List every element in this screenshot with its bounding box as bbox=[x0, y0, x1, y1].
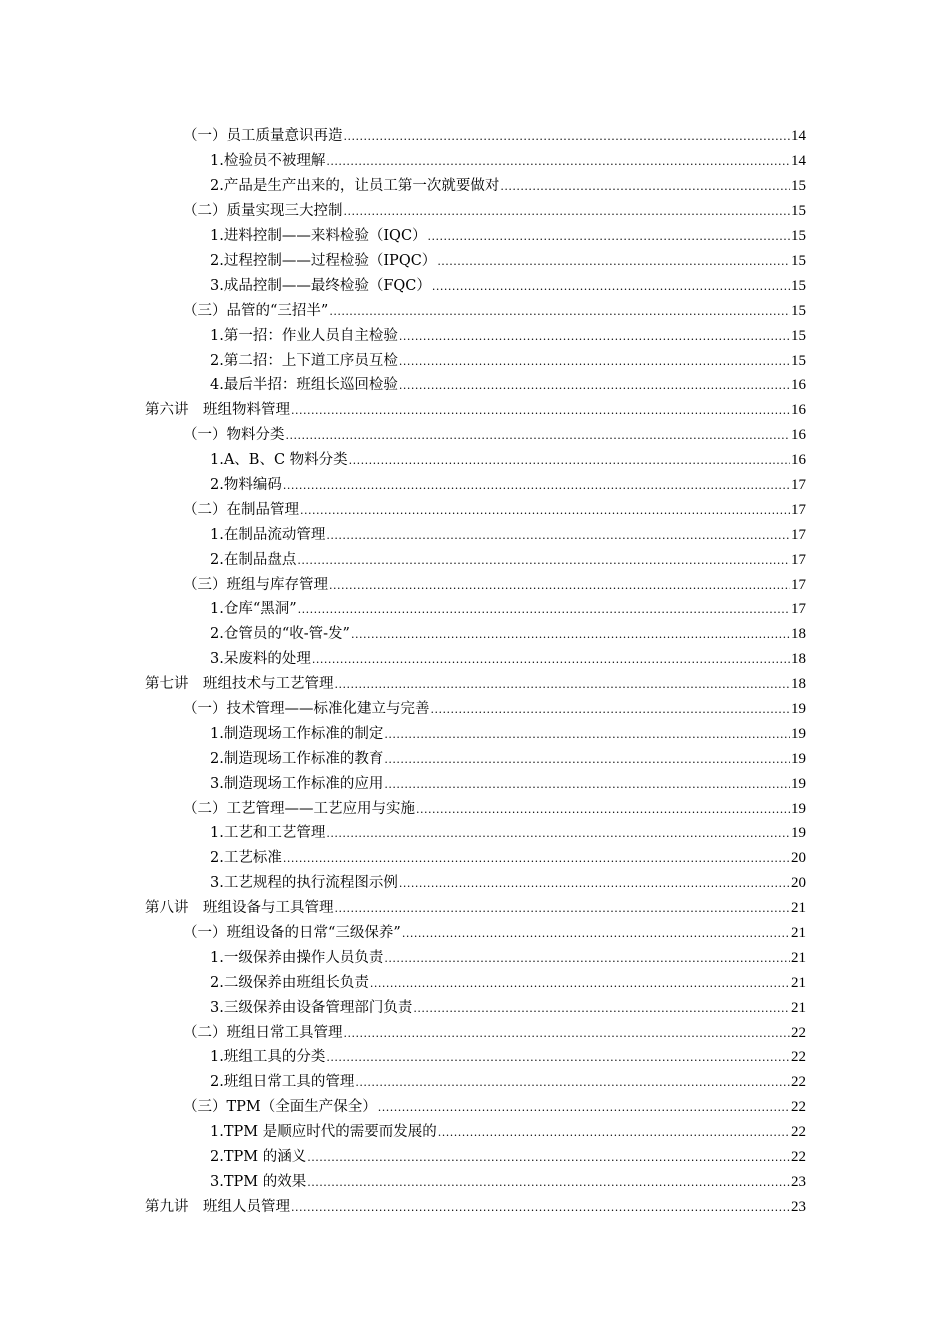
toc-entry-title: 1.检验员不被理解 bbox=[210, 153, 326, 170]
toc-entry-title: 3.TPM 的效果 bbox=[210, 1173, 307, 1190]
dot-leader bbox=[298, 598, 790, 623]
toc-entry[interactable] bbox=[183, 199, 806, 225]
toc-entry[interactable] bbox=[210, 1120, 806, 1146]
toc-entry[interactable] bbox=[210, 224, 806, 250]
toc-entry[interactable] bbox=[210, 622, 806, 648]
toc-row[interactable] bbox=[0, 772, 950, 797]
toc-row[interactable] bbox=[0, 200, 950, 225]
toc-page-number: 19 bbox=[791, 750, 806, 767]
toc-row[interactable] bbox=[0, 722, 950, 747]
dot-leader bbox=[283, 474, 790, 499]
toc-row[interactable] bbox=[0, 498, 950, 523]
toc-page-number: 16 bbox=[791, 427, 806, 444]
dot-leader bbox=[329, 574, 790, 599]
toc-page-number: 22 bbox=[791, 1099, 806, 1116]
toc-entry[interactable] bbox=[210, 1045, 806, 1071]
toc-page-number: 16 bbox=[791, 402, 806, 419]
dot-leader bbox=[329, 300, 790, 325]
toc-page-number: 15 bbox=[791, 352, 806, 369]
toc-entry[interactable] bbox=[210, 722, 806, 748]
toc-page-number: 15 bbox=[791, 178, 806, 195]
dot-leader bbox=[370, 972, 790, 997]
toc-row[interactable] bbox=[0, 349, 950, 374]
dot-leader bbox=[283, 847, 790, 872]
toc-entry-title: 2.第二招：上下道工序员互检 bbox=[210, 352, 398, 369]
toc-entry[interactable] bbox=[210, 548, 806, 574]
dot-leader bbox=[413, 997, 790, 1022]
toc-entry-title: 2.过程控制——过程检验（IPQC） bbox=[210, 252, 437, 269]
toc-row[interactable] bbox=[0, 175, 950, 200]
toc-entry[interactable] bbox=[183, 124, 806, 150]
toc-page-number: 21 bbox=[791, 949, 806, 966]
toc-page-number: 21 bbox=[791, 974, 806, 991]
toc-row[interactable] bbox=[0, 1046, 950, 1071]
dot-leader bbox=[438, 1121, 790, 1146]
toc-entry-title: 2.在制品盘点 bbox=[210, 551, 297, 568]
dot-leader bbox=[335, 897, 791, 922]
toc-entry-title: 3.工艺规程的执行流程图示例 bbox=[210, 875, 398, 892]
toc-entry-title: （一）班组设备的日常“三级保养” bbox=[183, 924, 401, 941]
toc-entry-title: 1.制造现场工作标准的制定 bbox=[210, 725, 384, 742]
toc-page-number: 21 bbox=[791, 924, 806, 941]
toc-page-number: 15 bbox=[791, 203, 806, 220]
toc-row[interactable] bbox=[0, 797, 950, 822]
toc-page-number: 15 bbox=[791, 277, 806, 294]
toc-row[interactable] bbox=[0, 996, 950, 1021]
toc-entry[interactable] bbox=[210, 996, 806, 1022]
toc-page-number: 17 bbox=[791, 526, 806, 543]
toc-entry[interactable] bbox=[210, 821, 806, 847]
dot-leader bbox=[291, 399, 790, 424]
toc-entry[interactable] bbox=[210, 946, 806, 972]
toc-page-number: 18 bbox=[791, 651, 806, 668]
toc-row[interactable] bbox=[0, 822, 950, 847]
dot-leader bbox=[399, 374, 790, 399]
toc-page-number: 20 bbox=[791, 875, 806, 892]
dot-leader bbox=[384, 773, 790, 798]
toc-row[interactable] bbox=[0, 573, 950, 598]
toc-page-number: 22 bbox=[791, 1149, 806, 1165]
dot-leader bbox=[399, 350, 790, 375]
toc-row[interactable] bbox=[0, 523, 950, 548]
toc-entry-title: （一）技术管理——标准化建立与完善 bbox=[183, 700, 430, 717]
dot-leader bbox=[431, 698, 791, 723]
toc-entry[interactable] bbox=[210, 149, 806, 175]
toc-row[interactable] bbox=[0, 548, 950, 573]
toc-row[interactable] bbox=[0, 1170, 950, 1195]
dot-leader bbox=[312, 648, 790, 673]
toc-entry[interactable] bbox=[210, 373, 806, 399]
toc-entry-title: （三）TPM（全面生产保全） bbox=[183, 1099, 377, 1116]
toc-page-number: 17 bbox=[791, 601, 806, 618]
toc-entry[interactable] bbox=[183, 423, 806, 449]
toc-entry[interactable] bbox=[210, 324, 806, 350]
toc-page-number: 17 bbox=[791, 476, 806, 493]
dot-leader bbox=[326, 524, 790, 549]
dot-leader bbox=[384, 723, 790, 748]
toc-entry[interactable] bbox=[183, 299, 806, 325]
dot-leader bbox=[326, 822, 790, 847]
toc-entry-title: 1.仓库“黑洞” bbox=[210, 601, 297, 618]
toc-entry-title: 2.二级保养由班组长负责 bbox=[210, 974, 369, 991]
toc-entry[interactable] bbox=[183, 1095, 806, 1121]
toc-page-number: 17 bbox=[791, 576, 806, 593]
toc-page-number: 18 bbox=[791, 626, 806, 643]
toc-row[interactable] bbox=[0, 623, 950, 648]
toc-page-number: 17 bbox=[791, 501, 806, 518]
toc-row[interactable] bbox=[0, 897, 950, 922]
toc-entry[interactable] bbox=[183, 921, 806, 947]
toc-row[interactable] bbox=[0, 946, 950, 971]
toc-page-number: 23 bbox=[791, 1173, 806, 1190]
dot-leader bbox=[355, 1071, 790, 1096]
toc-entry[interactable] bbox=[145, 896, 806, 922]
toc-row[interactable] bbox=[0, 1071, 950, 1096]
toc-entry-title: 3.制造现场工作标准的应用 bbox=[210, 775, 384, 792]
toc-entry-title: 第九讲 班组人员管理 bbox=[145, 1198, 290, 1215]
dot-leader bbox=[432, 275, 790, 300]
dot-leader bbox=[428, 225, 790, 250]
dot-leader bbox=[297, 549, 790, 574]
toc-entry-title: 1.工艺和工艺管理 bbox=[210, 825, 326, 842]
toc-entry[interactable] bbox=[210, 597, 806, 623]
toc-entry[interactable] bbox=[210, 747, 806, 773]
dot-leader bbox=[500, 175, 790, 200]
toc-row[interactable] bbox=[0, 249, 950, 274]
toc-entry[interactable] bbox=[210, 647, 806, 673]
toc-entry-title: 1.进料控制——来料检验（IQC） bbox=[210, 228, 427, 245]
toc-entry[interactable] bbox=[210, 871, 806, 897]
dot-leader bbox=[416, 798, 790, 823]
dot-leader bbox=[402, 922, 790, 947]
toc-page-number: 22 bbox=[791, 1049, 806, 1066]
toc-page-number: 17 bbox=[791, 551, 806, 568]
toc-page-number: 19 bbox=[791, 775, 806, 792]
toc-row[interactable] bbox=[0, 847, 950, 872]
toc-entry[interactable] bbox=[183, 573, 806, 599]
dot-leader bbox=[344, 125, 791, 150]
toc-entry-title: 第六讲 班组物料管理 bbox=[145, 402, 290, 419]
toc-entry[interactable] bbox=[183, 498, 806, 524]
toc-entry-title: 2.产品是生产出来的，让员工第一次就要做对 bbox=[210, 178, 500, 195]
toc-row[interactable] bbox=[0, 225, 950, 250]
toc-entry-title: 2.班组日常工具的管理 bbox=[210, 1074, 355, 1091]
toc-entry-title: 2.制造现场工作标准的教育 bbox=[210, 750, 384, 767]
toc-entry-title: 4.最后半招：班组长巡回检验 bbox=[210, 377, 398, 394]
toc-entry[interactable] bbox=[210, 971, 806, 997]
dot-leader bbox=[326, 1046, 790, 1071]
toc-entry-title: 1.在制品流动管理 bbox=[210, 526, 326, 543]
dot-leader bbox=[344, 200, 791, 225]
toc-row[interactable] bbox=[0, 971, 950, 996]
toc-entry-title: 2.工艺标准 bbox=[210, 850, 282, 867]
toc-page-number: 22 bbox=[791, 1024, 806, 1041]
toc-entry[interactable] bbox=[183, 1021, 806, 1047]
dot-leader bbox=[349, 449, 790, 474]
dot-leader bbox=[378, 1096, 790, 1121]
toc-page-number: 21 bbox=[791, 999, 806, 1016]
toc-page-number: 19 bbox=[791, 800, 806, 817]
toc-entry-title: 1.A、B、C 物料分类 bbox=[210, 452, 348, 469]
toc-page-number: 22 bbox=[791, 1124, 806, 1141]
toc-entry[interactable] bbox=[210, 174, 806, 200]
toc-entry[interactable] bbox=[210, 473, 806, 499]
toc-page-number: 18 bbox=[791, 676, 806, 693]
toc-entry-title: 2.仓管员的“收-管-发” bbox=[210, 626, 350, 643]
toc-entry-title: 3.三级保养由设备管理部门负责 bbox=[210, 999, 413, 1016]
toc-row[interactable] bbox=[0, 747, 950, 772]
toc-entry-title: 1.班组工具的分类 bbox=[210, 1049, 326, 1066]
dot-leader bbox=[291, 1196, 790, 1221]
toc-row[interactable] bbox=[0, 473, 950, 498]
toc-row[interactable] bbox=[0, 424, 950, 449]
toc-entry-title: （二）在制品管理 bbox=[183, 501, 299, 518]
toc-page-number: 20 bbox=[791, 850, 806, 867]
toc-entry[interactable] bbox=[210, 1145, 806, 1171]
toc-entry-title: 第八讲 班组设备与工具管理 bbox=[145, 900, 334, 917]
toc-entry[interactable] bbox=[145, 672, 806, 698]
toc-row[interactable] bbox=[0, 598, 950, 623]
toc-row[interactable] bbox=[0, 150, 950, 175]
dot-leader bbox=[399, 325, 790, 350]
toc-page-number: 14 bbox=[791, 153, 806, 170]
toc-entry-title: 2.物料编码 bbox=[210, 476, 282, 493]
toc-entry-title: 3.呆废料的处理 bbox=[210, 651, 311, 668]
toc-row[interactable] bbox=[0, 299, 950, 324]
toc-entry-title: （二）工艺管理——工艺应用与实施 bbox=[183, 800, 415, 817]
toc-entry-title: （二）质量实现三大控制 bbox=[183, 203, 343, 220]
toc-row[interactable] bbox=[0, 922, 950, 947]
toc-row[interactable] bbox=[0, 125, 950, 150]
toc-entry[interactable] bbox=[210, 523, 806, 549]
toc-row[interactable] bbox=[0, 1096, 950, 1121]
toc-entry[interactable] bbox=[145, 1195, 806, 1221]
toc-page-number: 15 bbox=[791, 327, 806, 344]
table-of-contents bbox=[0, 125, 950, 1220]
toc-page-number: 15 bbox=[791, 302, 806, 319]
toc-row[interactable] bbox=[0, 697, 950, 722]
toc-entry[interactable] bbox=[210, 846, 806, 872]
toc-page-number: 19 bbox=[791, 700, 806, 717]
toc-entry[interactable] bbox=[210, 249, 806, 275]
toc-entry[interactable] bbox=[145, 398, 806, 424]
toc-row[interactable] bbox=[0, 324, 950, 349]
toc-entry[interactable] bbox=[210, 274, 806, 300]
dot-leader bbox=[399, 872, 790, 897]
toc-page-number: 21 bbox=[791, 900, 806, 917]
toc-entry[interactable] bbox=[210, 448, 806, 474]
toc-entry-title: （三）品管的“三招半” bbox=[183, 302, 329, 319]
toc-page-number: 19 bbox=[791, 825, 806, 842]
toc-page-number: 23 bbox=[791, 1198, 806, 1215]
toc-entry-title: （三）班组与库存管理 bbox=[183, 576, 328, 593]
toc-page-number: 15 bbox=[791, 252, 806, 269]
dot-leader bbox=[384, 947, 790, 972]
toc-row[interactable] bbox=[0, 648, 950, 673]
toc-entry-title: 1.一级保养由操作人员负责 bbox=[210, 949, 384, 966]
toc-entry[interactable] bbox=[210, 772, 806, 798]
toc-row[interactable] bbox=[0, 872, 950, 897]
toc-row[interactable] bbox=[0, 399, 950, 424]
toc-row[interactable] bbox=[0, 449, 950, 474]
toc-row[interactable] bbox=[0, 1121, 950, 1146]
toc-entry-title: （一）员工质量意识再造 bbox=[183, 128, 343, 145]
toc-entry-title: 第七讲 班组技术与工艺管理 bbox=[145, 676, 334, 693]
toc-page-number: 22 bbox=[791, 1074, 806, 1091]
toc-page-number: 16 bbox=[791, 377, 806, 394]
dot-leader bbox=[307, 1146, 790, 1171]
dot-leader bbox=[351, 623, 790, 648]
dot-leader bbox=[286, 424, 791, 449]
toc-entry[interactable] bbox=[210, 349, 806, 375]
dot-leader bbox=[335, 673, 791, 698]
dot-leader bbox=[307, 1171, 790, 1196]
toc-entry[interactable] bbox=[210, 1170, 806, 1196]
toc-page-number: 14 bbox=[791, 128, 806, 145]
toc-page-number: 15 bbox=[791, 228, 806, 245]
toc-entry-title: 1.TPM 是顺应时代的需要而发展的 bbox=[210, 1124, 437, 1141]
toc-entry-title: 2.TPM 的涵义 bbox=[210, 1149, 307, 1165]
toc-entry-title: 3.成品控制——最终检验（FQC） bbox=[210, 277, 431, 294]
toc-row[interactable] bbox=[0, 673, 950, 698]
toc-row[interactable] bbox=[0, 1021, 950, 1046]
dot-leader bbox=[344, 1022, 791, 1047]
toc-entry-title: （二）班组日常工具管理 bbox=[183, 1024, 343, 1041]
toc-entry[interactable] bbox=[210, 1070, 806, 1096]
dot-leader bbox=[326, 150, 790, 175]
toc-row[interactable] bbox=[0, 374, 950, 399]
toc-entry-title: 1.第一招：作业人员自主检验 bbox=[210, 327, 398, 344]
toc-page-number: 19 bbox=[791, 725, 806, 742]
toc-page-number: 16 bbox=[791, 452, 806, 469]
toc-row[interactable] bbox=[0, 274, 950, 299]
dot-leader bbox=[300, 499, 790, 524]
dot-leader bbox=[384, 748, 790, 773]
toc-entry[interactable] bbox=[183, 797, 806, 823]
toc-entry[interactable] bbox=[183, 697, 806, 723]
toc-row[interactable] bbox=[0, 1146, 950, 1171]
toc-entry-title: （一）物料分类 bbox=[183, 427, 285, 444]
toc-row[interactable] bbox=[0, 1195, 950, 1220]
dot-leader bbox=[437, 250, 790, 275]
